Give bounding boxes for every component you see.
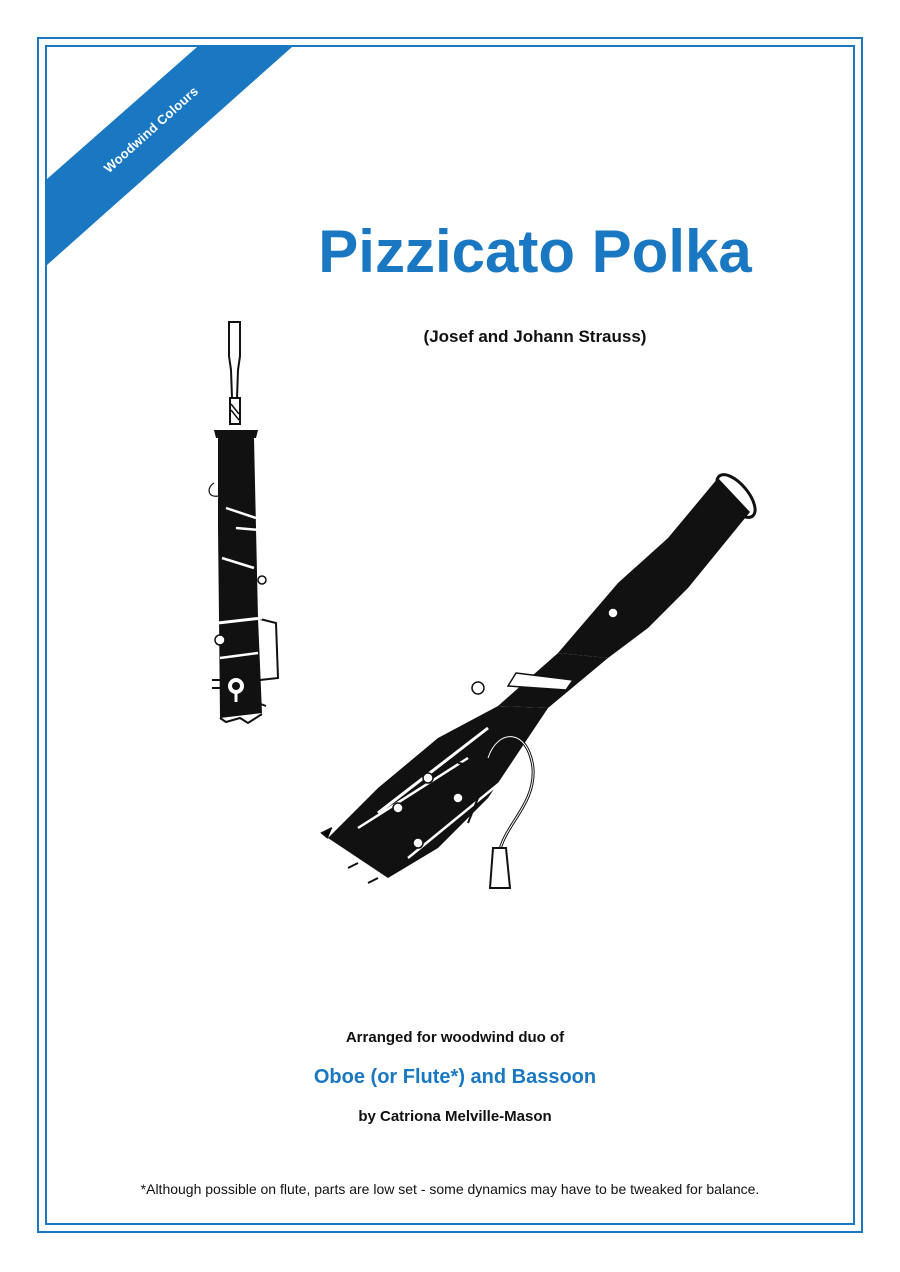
series-label: Woodwind Colours: [100, 83, 202, 176]
instrumentation: Oboe (or Flute*) and Bassoon: [313, 1066, 597, 1088]
footnote: *Although possible on flute, parts are low set - some dynamics may have to be tweaked for balance.: [140, 1181, 760, 1197]
composer-credit: (Josef and Johann Strauss): [423, 327, 647, 346]
arrangement-note: Arranged for woodwind duo of: [345, 1029, 565, 1046]
arranger-credit: by Catriona Melville-Mason: [358, 1108, 552, 1125]
oboe-illustration: [196, 318, 286, 728]
page-title: Pizzicato Polka: [318, 218, 752, 285]
bassoon-illustration: [318, 468, 768, 898]
